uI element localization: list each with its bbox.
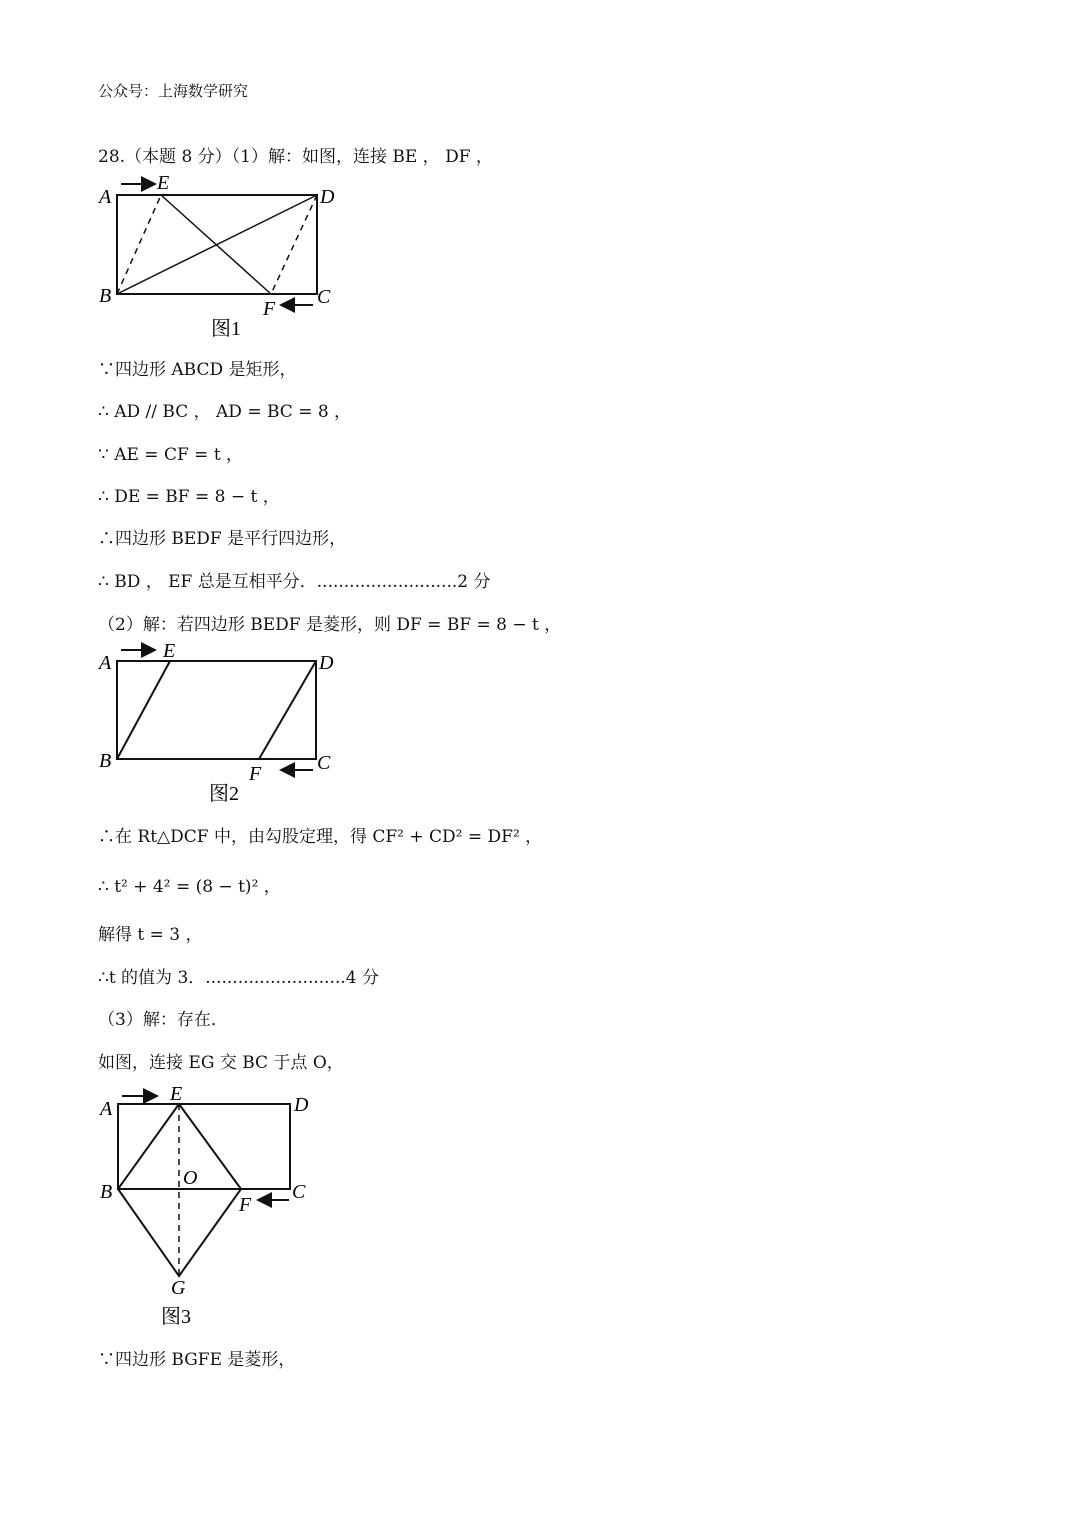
- label-a: A: [99, 652, 112, 674]
- segment-ef: [161, 195, 271, 294]
- p1-line-3: ∵ AE = CF = t ，: [98, 445, 244, 465]
- figure-1: [95, 170, 355, 345]
- label-d: D: [320, 186, 335, 208]
- header-text: 公众号：上海数学研究: [98, 82, 249, 100]
- p3-end: ∵四边形 BGFE 是菱形，: [98, 1350, 296, 1370]
- rectangle-abcd: [117, 661, 316, 759]
- p1-line-4: ∴ DE = BF = 8 − t ，: [98, 487, 280, 507]
- p1-line-5: ∴四边形 BEDF 是平行四边形，: [98, 529, 347, 549]
- figure-3: [95, 1080, 335, 1330]
- p2-line-2: ∴ t² + 4² = (8 − t)² ，: [98, 877, 281, 897]
- label-f: F: [249, 763, 262, 785]
- p2-intro: （2）解：若四边形 BEDF 是菱形，则 DF = BF = 8 − t ，: [98, 615, 562, 635]
- label-e: E: [163, 640, 176, 662]
- segment-df: [259, 661, 316, 759]
- label-b: B: [99, 750, 112, 772]
- label-a: A: [100, 1098, 113, 1120]
- p3-line-1: （3）解：存在．: [98, 1010, 228, 1030]
- label-d: D: [294, 1094, 309, 1116]
- label-o: O: [183, 1167, 198, 1189]
- caption-fig3: 图3: [161, 1306, 191, 1328]
- q28-intro: 28.（本题 8 分）（1）解：如图，连接 BE ， DF ，: [98, 147, 493, 167]
- p1-line-6: ∴ BD ， EF 总是互相平分．..........................2 分: [98, 572, 491, 592]
- p2-line-1: ∴在 Rt△DCF 中，由勾股定理，得 CF² + CD² = DF² ，: [98, 827, 543, 847]
- label-c: C: [317, 286, 331, 308]
- label-f: F: [263, 298, 276, 320]
- label-b: B: [100, 1181, 113, 1203]
- label-d: D: [319, 652, 334, 674]
- label-e: E: [170, 1083, 183, 1105]
- p3-line-2: 如图，连接 EG 交 BC 于点 O，: [98, 1053, 344, 1073]
- label-c: C: [292, 1181, 306, 1203]
- p2-line-3: 解得 t = 3 ，: [98, 925, 203, 945]
- label-e: E: [157, 172, 170, 194]
- caption-fig2: 图2: [209, 783, 239, 805]
- label-a: A: [99, 186, 112, 208]
- figure-2: [95, 638, 355, 808]
- p1-line-2: ∴ AD // BC ， AD = BC = 8 ，: [98, 402, 352, 422]
- segment-be: [117, 661, 170, 759]
- segment-df: [271, 195, 317, 294]
- label-c: C: [317, 752, 331, 774]
- label-b: B: [99, 285, 112, 307]
- rectangle-abcd: [118, 1104, 290, 1189]
- label-f: F: [239, 1194, 252, 1216]
- label-g: G: [171, 1277, 186, 1299]
- p1-line-1: ∵四边形 ABCD 是矩形，: [98, 360, 297, 380]
- p2-line-4: ∴t 的值为 3．..........................4 分: [98, 968, 379, 988]
- segment-be: [117, 195, 161, 294]
- caption-fig1: 图1: [211, 318, 241, 340]
